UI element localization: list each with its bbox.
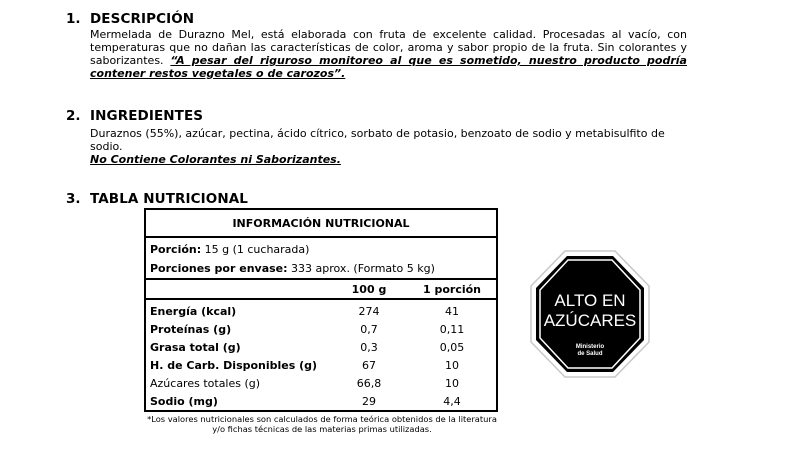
- table-header-row: [146, 278, 496, 300]
- seal-line-2: AZÚCARES: [543, 311, 637, 330]
- description-warning: “A pesar del riguroso monitoreo al que es sometido, nuestro producto podría contener restos vegetales o de carozos”.: [90, 54, 687, 80]
- alto-en-azucares-seal: [530, 250, 650, 378]
- nutrient-value-100g: 0,7: [360, 322, 378, 336]
- nutrient-value-100g: 0,3: [360, 340, 378, 354]
- section-number: 2.: [66, 108, 81, 124]
- table-row: [146, 392, 496, 410]
- section-title: DESCRIPCIÓN: [90, 11, 195, 27]
- section-title: INGREDIENTES: [90, 108, 204, 124]
- nutrition-table-title: INFORMACIÓN NUTRICIONAL: [146, 210, 496, 238]
- nutrient-value-100g: 67: [362, 358, 376, 372]
- column-header-portion: 1 porción: [422, 282, 482, 296]
- column-header-100g: 100 g: [351, 282, 387, 296]
- servings-value: 333 aprox. (Formato 5 kg): [287, 262, 435, 275]
- table-row: [146, 338, 496, 356]
- seal-authority-line-1: Ministerio: [575, 344, 605, 350]
- nutrient-value-100g: 29: [362, 394, 376, 408]
- table-row: [146, 374, 496, 392]
- nutrient-value-portion: 0,05: [439, 340, 465, 354]
- nutrient-label: Energía (kcal): [150, 304, 237, 318]
- footnote-line: *Los valores nutricionales son calculados de forma teórica obtenidos de la literatura: [147, 414, 497, 424]
- section-number: 1.: [66, 11, 81, 27]
- nutrient-value-portion: 41: [445, 304, 459, 318]
- seal-line-1: ALTO EN: [554, 291, 626, 310]
- nutrient-value-100g: 274: [358, 304, 380, 318]
- nutrient-label: H. de Carb. Disponibles (g): [150, 358, 318, 372]
- table-row: [146, 320, 496, 338]
- nutrient-value-portion: 10: [445, 358, 459, 372]
- nutrient-value-portion: 0,11: [439, 322, 465, 336]
- portion-value: 15 g (1 cucharada): [201, 243, 310, 256]
- nutrition-table: [144, 208, 498, 412]
- nutrient-value-portion: 4,4: [443, 394, 461, 408]
- nutrient-label: Grasa total (g): [150, 340, 241, 354]
- portion-row: [146, 240, 496, 259]
- description-body: Mermelada de Durazno Mel, está elaborada con fruta de excelente calidad. Procesadas al vacío, con temperaturas que no dañan las características de color, aroma y sabor propio de la fruta. Sin colorantes y saborizantes.: [90, 28, 687, 67]
- description-text: [90, 28, 687, 80]
- table-row: [146, 356, 496, 374]
- ingredients-note: No Contiene Colorantes ni Saborizantes.: [90, 153, 341, 166]
- nutrient-label: Sodio (mg): [150, 394, 218, 408]
- seal-authority-line-2: de Salud: [577, 351, 603, 357]
- portion-label: Porción:: [150, 243, 202, 256]
- table-row: [146, 302, 496, 320]
- nutrient-label: Azúcares totales (g): [150, 376, 261, 390]
- nutrient-value-portion: 10: [445, 376, 459, 390]
- nutrient-label: Proteínas (g): [150, 322, 232, 336]
- section-number: 3.: [66, 191, 81, 207]
- servings-label: Porciones por envase:: [150, 262, 288, 275]
- ingredients-text: Duraznos (55%), azúcar, pectina, ácido cítrico, sorbato de potasio, benzoato de sodio y metabisulfito de sodio.: [90, 127, 665, 153]
- footnote-line: y/o fichas técnicas de las materias primas utilizadas.: [212, 424, 432, 434]
- servings-row: [146, 259, 496, 278]
- nutrient-value-100g: 66,8: [356, 376, 382, 390]
- nutrition-footnote: [114, 414, 530, 434]
- section-title: TABLA NUTRICIONAL: [90, 191, 248, 207]
